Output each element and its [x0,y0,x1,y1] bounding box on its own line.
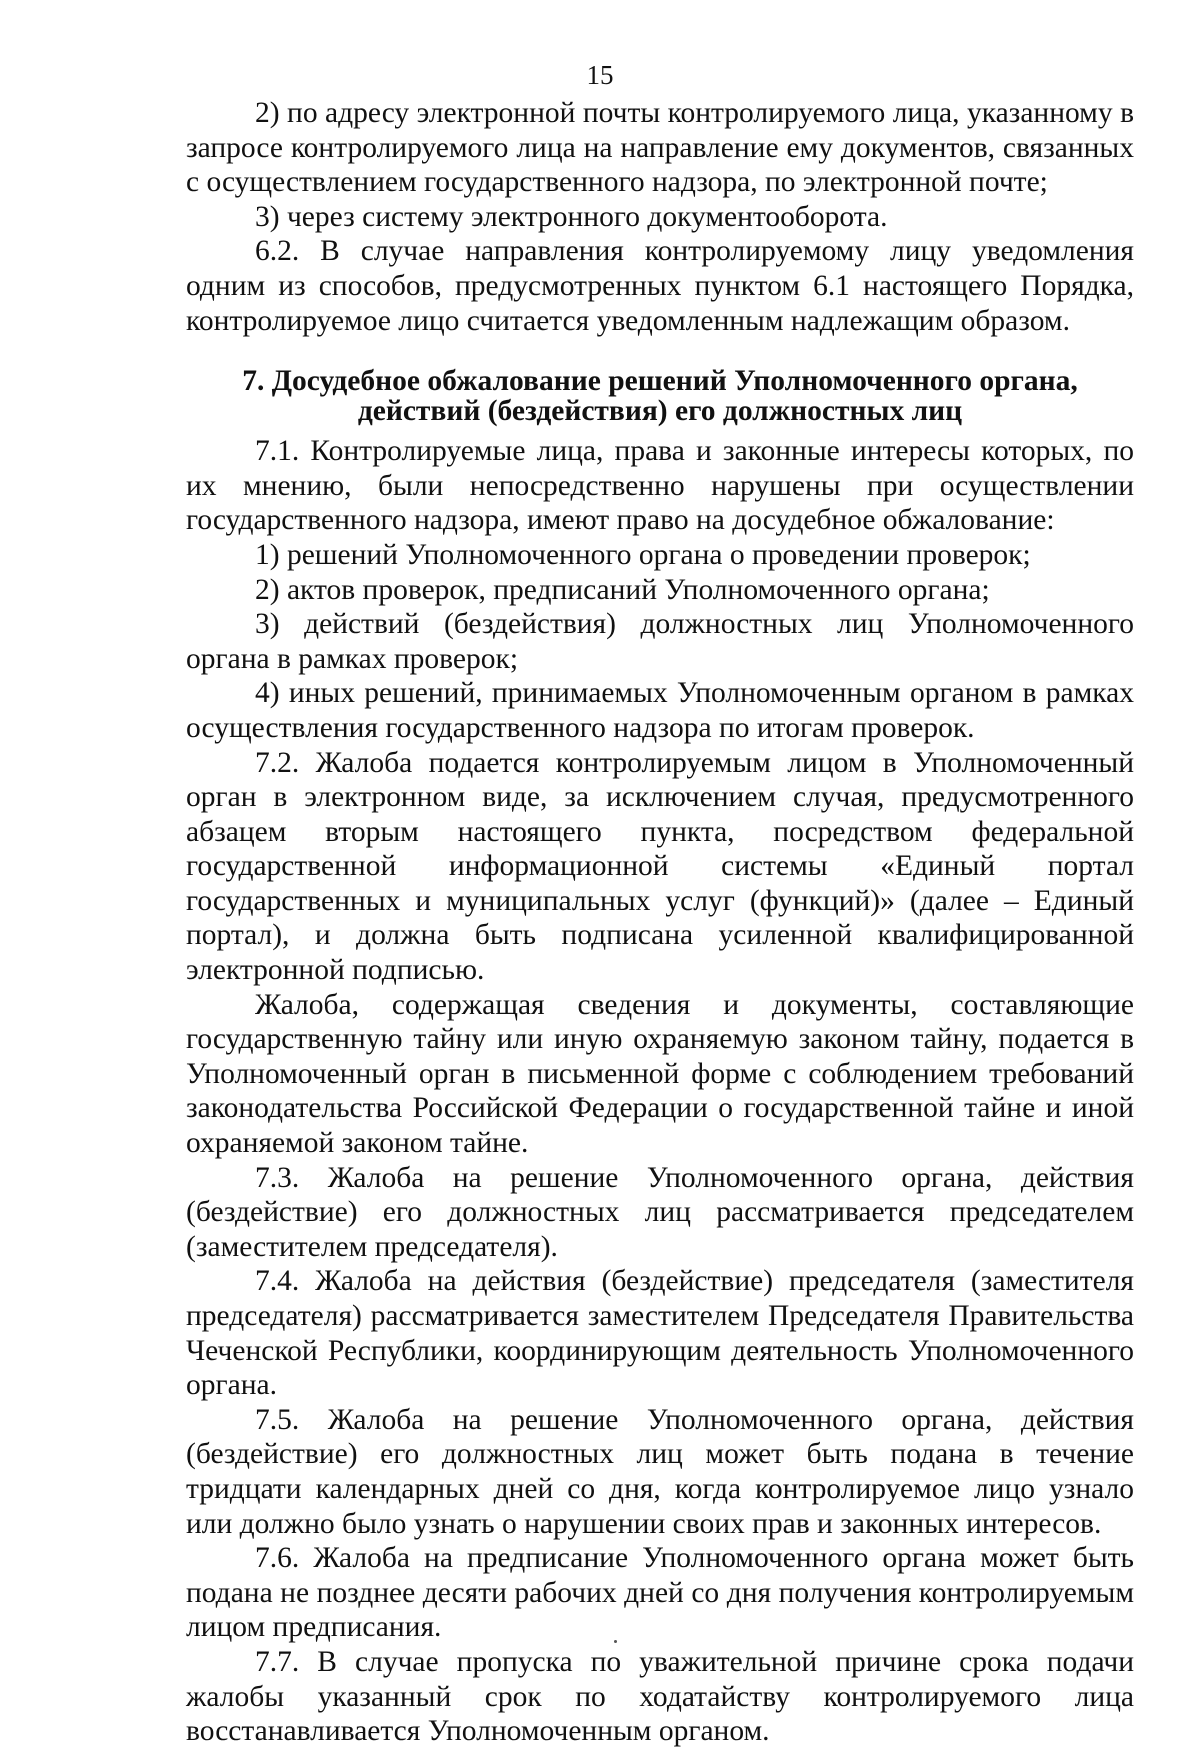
paragraph-6-2: 6.2. В случае направления контролируемому лицу уведомления одним из способов, предусмотренных пунктом 6.1 настоящего Порядка, контролируемое лицо считается уведомленным надлежащим образом. [186,235,1134,337]
paragraph-7-6: 7.6. Жалоба на предписание Уполномоченного органа может быть подана не позднее десяти рабочих дней со дня получения контролируемым лицом предписания. [186,1542,1134,1644]
paragraph-7-1-item-3: 3) действий (бездействия) должностных лиц Уполномоченного органа в рамках проверок; [186,608,1134,675]
paragraph-7-1-item-1: 1) решений Уполномоченного органа о проведении проверок; [255,538,1031,571]
document-body [186,96,1134,1749]
paragraph-7-4: 7.4. Жалоба на действия (бездействие) председателя (заместителя председателя) рассматривается заместителем Председателя Правительства Чеченской Республики, координирующим деятельность Уполномоченного органа. [186,1265,1134,1402]
paragraph-7-2: 7.2. Жалоба подается контролируемым лицом в Уполномоченный орган в электронном виде, за исключением случая, предусмотренного абзацем вторым настоящего пункта, посредством федеральной государственной информационной системы «Единый портал государственных и муниципальных услуг (функций)» (далее – Единый портал), и должна быть подписана усиленной квалифицированной электронной подписью. [186,746,1134,987]
paragraph-7-1-item-2: 2) актов проверок, предписаний Уполномоченного органа; [255,573,990,606]
scan-speck [614,1640,617,1643]
section-7-heading-line-2: действий (бездействия) его должностных лиц [357,395,963,428]
paragraph-7-7: 7.7. В случае пропуска по уважительной причине срока подачи жалобы указанный срок по ходатайству контролируемого лица восстанавливается Уполномоченным органом. [186,1645,1134,1748]
paragraph-7-1: 7.1. Контролируемые лица, права и законные интересы которых, по их мнению, были непосредственно нарушены при осуществлении государственного надзора, имеют право на досудебное обжалование: [186,435,1134,537]
page-number: 15 [586,60,614,90]
section-7-heading [186,366,1134,426]
paragraph-7-1-item-4: 4) иных решений, принимаемых Уполномоченным органом в рамках осуществления государственного надзора по итогам проверок. [186,677,1134,744]
paragraph-6-1-item-2: 2) по адресу электронной почты контролируемого лица, указанному в запросе контролируемого лица на направление ему документов, связанных с осуществлением государственного надзора, по электронной почте; [186,97,1134,199]
section-7-heading-line-1: 7. Досудебное обжалование решений Уполномоченного органа, [242,365,1078,398]
paragraph-7-2-second: Жалоба, содержащая сведения и документы, составляющие государственную тайну или иную охраняемую законом тайну, подается в Уполномоченный орган в письменной форме с соблюдением требований законодательства Российской Федерации о государственной тайне и иной охраняемой законом тайне. [186,988,1134,1160]
paragraph-6-1-item-3: 3) через систему электронного документооборота. [255,200,888,233]
paragraph-7-3: 7.3. Жалоба на решение Уполномоченного органа, действия (бездействие) его должностных лиц рассматривается председателем (заместителем председателя). [186,1161,1134,1263]
paragraph-7-5: 7.5. Жалоба на решение Уполномоченного органа, действия (бездействие) его должностных лиц может быть подана в течение тридцати календарных дней со дня, когда контролируемое лицо узнало или должно было узнать о нарушении своих прав и законных интересов. [186,1403,1134,1540]
